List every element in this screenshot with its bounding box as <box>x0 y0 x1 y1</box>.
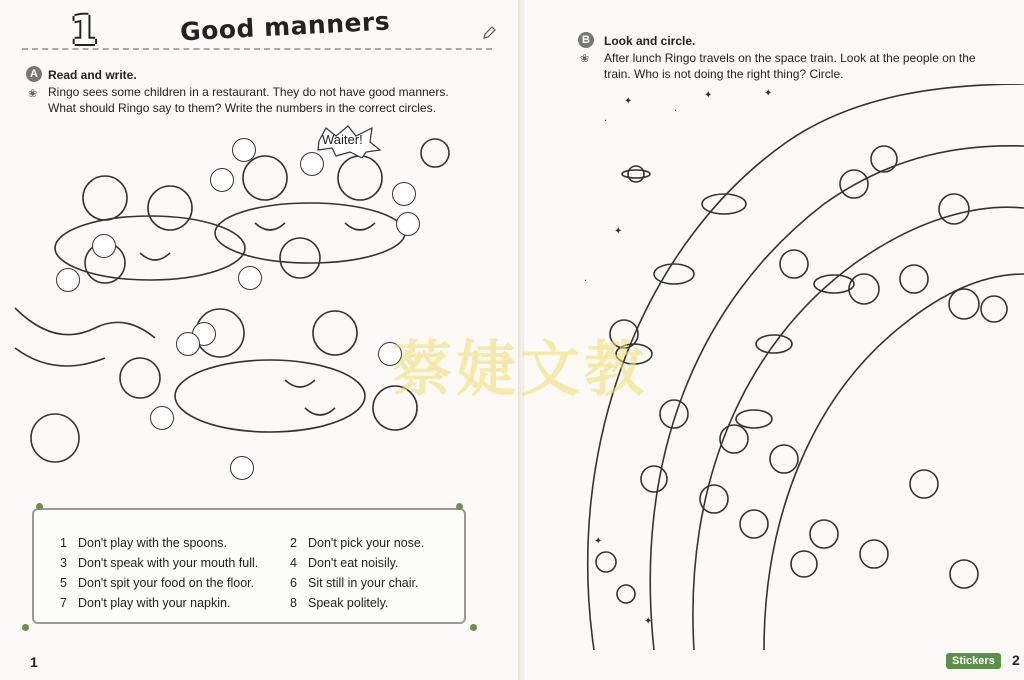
svg-text:✦: ✦ <box>764 88 773 99</box>
section-a-instruction-1: Ringo sees some children in a restaurant. They do not have good manners. <box>48 85 449 99</box>
box-corner-dot <box>36 503 43 510</box>
rule-6: 6 Sit still in your chair. <box>290 576 419 590</box>
svg-text:·: · <box>584 276 588 287</box>
answer-circle[interactable] <box>232 138 256 162</box>
answer-circle[interactable] <box>56 268 80 292</box>
unit-title: Good manners <box>179 6 391 47</box>
answer-circle[interactable] <box>176 332 200 356</box>
page-number-left: 1 <box>30 654 38 670</box>
title-divider <box>22 48 492 50</box>
svg-text:·: · <box>674 106 678 117</box>
answer-circle[interactable] <box>210 168 234 192</box>
svg-text:·: · <box>604 116 608 127</box>
svg-text:✦: ✦ <box>704 90 713 101</box>
answer-circle[interactable] <box>396 212 420 236</box>
answer-circle[interactable] <box>92 234 116 258</box>
box-corner-dot <box>22 624 29 631</box>
stickers-tab[interactable]: Stickers <box>946 653 1001 669</box>
svg-text:✦: ✦ <box>644 616 653 627</box>
page-number-right: 2 <box>1012 652 1020 668</box>
rule-3: 3 Don't speak with your mouth full. <box>60 556 259 570</box>
section-a-instruction-2: What should Ringo say to them? Write the numbers in the correct circles. <box>48 101 436 115</box>
restaurant-illustration <box>0 118 520 503</box>
answer-circle[interactable] <box>392 182 416 206</box>
rule-7: 7 Don't play with your napkin. <box>60 596 231 610</box>
pencil-icon <box>482 26 496 40</box>
paw-icon: ❀ <box>580 53 590 65</box>
rule-5: 5 Don't spit your food on the floor. <box>60 576 255 590</box>
rule-1: 1 Don't play with the spoons. <box>60 536 227 550</box>
svg-text:✦: ✦ <box>594 536 603 547</box>
section-b-instruction-1: After lunch Ringo travels on the space train. Look at the people on the <box>604 51 976 65</box>
rule-8: 8 Speak politely. <box>290 596 389 610</box>
answer-circle[interactable] <box>238 266 262 290</box>
rules-box <box>32 508 466 624</box>
box-corner-dot <box>456 503 463 510</box>
unit-number: 1 <box>70 8 98 54</box>
svg-text:✦: ✦ <box>624 96 633 107</box>
section-a-heading: Read and write. <box>48 68 137 82</box>
section-b-heading: Look and circle. <box>604 34 696 48</box>
section-b-badge: B <box>578 32 594 48</box>
speech-bubble <box>322 132 363 147</box>
answer-circle[interactable] <box>230 456 254 480</box>
section-a-badge: A <box>26 66 42 82</box>
paw-icon: ❀ <box>28 88 38 100</box>
box-corner-dot <box>470 624 477 631</box>
answer-circle[interactable] <box>150 406 174 430</box>
speech-bubble-text: Waiter! <box>322 132 363 147</box>
section-b-instruction-2: train. Who is not doing the right thing? Circle. <box>604 67 844 81</box>
svg-text:✦: ✦ <box>614 226 623 237</box>
rule-2: 2 Don't pick your nose. <box>290 536 425 550</box>
watermark-logo: 蔡婕文教 <box>392 335 648 405</box>
rule-4: 4 Don't eat noisily. <box>290 556 399 570</box>
